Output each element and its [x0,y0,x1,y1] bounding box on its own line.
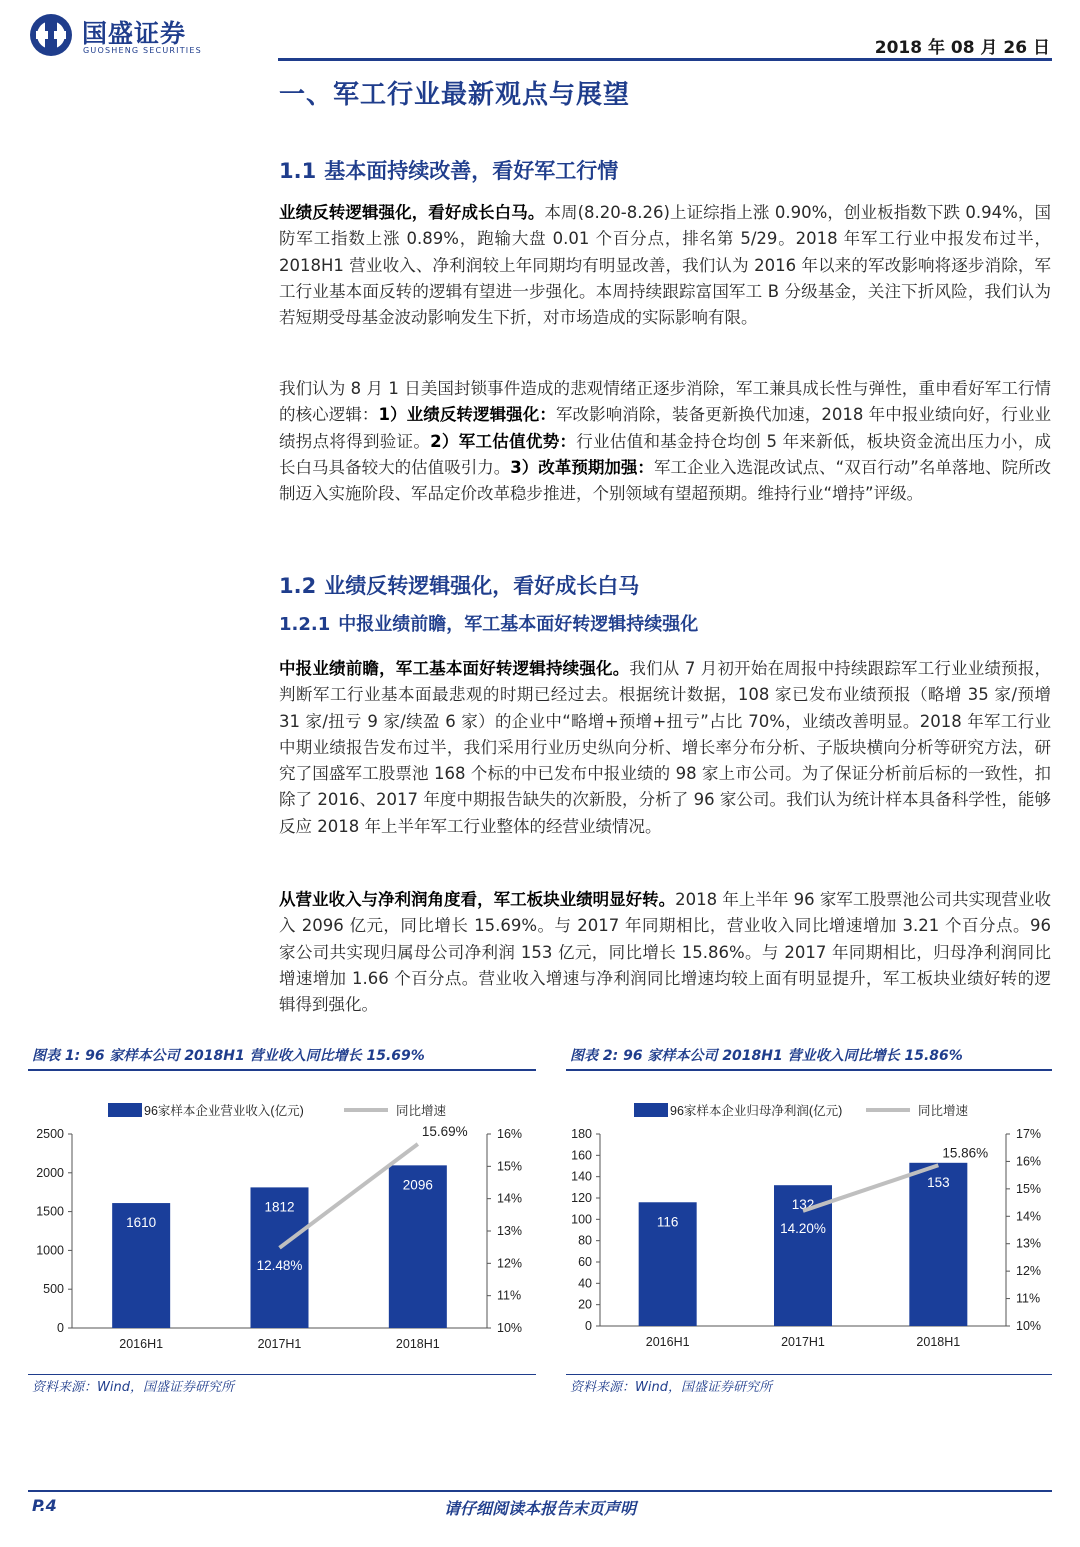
paragraph-body: 我们从 7 月初开始在周报中持续跟踪军工行业业绩预报，判断军工行业基本面最悲观的时期已经过去。根据统计数据，108 家已发布业绩预报（略增 35 家/预增 31 家/扭亏 9 家/续盈 6 家）的企业中“略增+预增+扭亏”占比 70%，业绩改善明显。2018 年军工行业中期业绩报告发布过半，我们采用行业历史纵向分析、增长率分布分析、子版块横向分析等研究方法，研究了国盛军工股票池 168 个标的中已发布中报业绩的 98 家上市公司。为了保证分析前后标的一致性，扣除了 2016、2017 年度中期报告缺失的次新股，分析了 96 家公司。我们认为统计样本具备科学性，能够反应 2018 年上半年军工行业整体的经营业绩情况。 [279,659,1051,836]
y-tick-label-left: 180 [571,1127,592,1141]
paragraph-lead: 从营业收入与净利润角度看，军工板块业绩明显好转。 [279,890,676,909]
page-number: P.4 [32,1496,57,1515]
figure-1-top-rule [28,1069,536,1071]
y-tick-label-left: 140 [571,1169,592,1184]
legend-line-label: 同比增速 [918,1104,969,1118]
y-tick-label-left: 60 [578,1255,592,1269]
paragraph-1-1-a [279,200,1051,331]
y-tick-label-right: 14% [1016,1209,1042,1224]
section-title: 一、军工行业最新观点与展望 [279,80,631,110]
bar-value-label: 2096 [402,1177,433,1193]
legend-bar-label: 96家样本企业归母净利润(亿元) [670,1104,843,1118]
x-tick-label: 2016H1 [119,1337,164,1351]
x-tick-label: 2018H1 [916,1335,961,1349]
y-tick-label-left: 100 [571,1212,592,1227]
bar-value-label: 1812 [264,1199,295,1215]
figure-1-title: 图表 1: 96 家样本公司 2018H1 营业收入同比增长 15.69% [32,1048,425,1064]
paragraph-body: 本周(8.20-8.26)上证综指上涨 0.90%，创业板指数下跌 0.94%，国防军工指数上涨 0.89%，跑输大盘 0.01 个百分点，排名第 5/29。2018 年军工行业中报发布过半，2018H1 营业收入、净利润较上年同期均有明显改善，我们认为 2016 年以来的军改影响将逐步消除，军工行业基本面反转的逻辑有望进一步强化。本周持续跟踪富国军工 B 分级基金，关注下折风险，我们认为若短期受母基金波动影响发生下折，对市场造成的实际影响有限。 [279,203,1051,328]
y-tick-label-right: 11% [1016,1291,1041,1306]
y-tick-label-right: 15% [1016,1181,1042,1196]
header-divider [278,58,1052,61]
x-tick-label: 2016H1 [645,1335,690,1349]
company-logo-icon [28,12,74,58]
heading-1-1-number: 1.1 [279,159,317,183]
figure-1-bottom-rule [28,1374,536,1375]
footer-disclaimer: 请仔细阅读本报告末页声明 [443,1499,636,1518]
paragraph-body: 行业估值和基金持仓均创 5 年来新低，板块资金流出压力小，成长白马具备较大的估值吸引力。 [279,431,1051,477]
chart-net-profit [566,1090,1052,1370]
y-tick-label-right: 11% [497,1288,522,1303]
y-tick-label-left: 0 [585,1319,592,1333]
x-tick-label: 2018H1 [395,1337,440,1351]
heading-1-2-number: 1.2 [279,574,317,598]
chart-revenue [28,1090,536,1370]
line-value-label: 15.69% [421,1124,468,1140]
legend-line-label: 同比增速 [396,1104,447,1118]
paragraph-body: 我们认为 8 月 1 日美国封锁事件造成的悲观情绪正逐步消除，军工兼具成长性与弹性，重申看好军工行情的核心逻辑： [279,379,1051,425]
paragraph-point-1: 1）业绩反转逻辑强化： [378,405,556,425]
bar-value-label: 153 [927,1174,950,1190]
bar-value-label: 1610 [126,1215,157,1231]
y-tick-label-left: 160 [571,1148,592,1163]
y-tick-label-right: 12% [1016,1264,1042,1279]
legend-bar-swatch [634,1103,668,1117]
y-tick-label-left: 20 [578,1297,592,1312]
paragraph-1-1-b [279,376,1051,507]
y-tick-label-right: 16% [1016,1154,1042,1169]
bar-value-label: 116 [656,1214,679,1230]
logo-name: 国盛证券 [82,19,187,48]
y-tick-label-left: 2000 [36,1165,64,1180]
figure-1-source: 资料来源：Wind，国盛证券研究所 [32,1380,234,1395]
y-tick-label-left: 1500 [36,1204,64,1219]
paragraph-body: 2018 年上半年 96 家军工股票池公司共实现营业收入 2096 亿元，同比增长 15.69%。与 2017 年同期相比，营业收入同比增速增加 3.21 个百分点。96 家公司共实现归属母公司净利润 153 亿元，同比增长 15.86%。与 2017 年同期相比，归母净利润同比增速增加 1.66 个百分点。营业收入增速与净利润同比增速均较上面有明显提升，军工板块业绩好转的逻辑得到强化。 [279,890,1051,1015]
heading-1-2-1 [279,610,698,636]
y-tick-label-left: 1000 [36,1243,64,1258]
bar-value-label: 132 [791,1197,815,1213]
y-tick-label-right: 10% [497,1321,523,1335]
y-tick-label-right: 14% [497,1191,523,1206]
heading-1-2-title: 业绩反转逻辑强化，看好成长白马 [324,574,640,598]
figure-2-title: 图表 2: 96 家样本公司 2018H1 营业收入同比增长 15.86% [570,1048,963,1064]
heading-1-2 [279,570,639,600]
paragraph-point-2: 2）军工估值优势： [430,431,577,451]
y-tick-label-right: 12% [497,1256,523,1271]
line-value-label: 15.86% [942,1145,989,1161]
legend-bar-label: 96家样本企业营业收入(亿元) [144,1104,304,1118]
figure-2-top-rule [566,1069,1052,1071]
y-tick-label-left: 2500 [36,1127,64,1141]
y-tick-label-left: 40 [578,1276,592,1291]
paragraph-1-2-1-b [279,887,1051,1018]
y-tick-label-left: 120 [571,1191,592,1205]
x-tick-label: 2017H1 [257,1337,302,1351]
y-tick-label-right: 16% [497,1127,523,1141]
paragraph-lead: 业绩反转逻辑强化，看好成长白马。 [279,203,545,222]
paragraph-lead: 中报业绩前瞻，军工基本面好转逻辑持续强化。 [279,659,630,678]
y-tick-label-right: 10% [1016,1319,1042,1333]
x-tick-label: 2017H1 [781,1335,825,1349]
logo-en: GUOSHENG SECURITIES [83,46,202,55]
y-tick-label-left: 0 [57,1321,64,1335]
paragraph-body: 军工企业入选混改试点、“双百行动”名单落地、院所改制迈入实施阶段、军品定价改革稳步推进，个别领域有望超预期。维持行业“增持”评级。 [279,457,1051,504]
heading-1-2-1-title: 中报业绩前瞻，军工基本面好转逻辑持续强化 [338,614,699,635]
heading-1-1-title: 基本面持续改善，看好军工行情 [324,159,619,183]
report-date: 2018 年 08 月 26 日 [874,38,1050,58]
line-value-label: 14.20% [780,1220,826,1236]
y-tick-label-right: 13% [497,1224,523,1238]
company-logo [28,12,248,58]
paragraph-1-2-1-a [279,656,1051,840]
line-value-label: 12.48% [256,1257,303,1273]
paragraph-body: 军改影响消除，装备更新换代加速，2018 年中报业绩向好，行业业绩拐点将得到验证。 [279,405,1052,451]
footer-divider [28,1490,1052,1492]
y-tick-label-right: 13% [1016,1236,1042,1251]
legend-bar-swatch [108,1103,142,1117]
y-tick-label-left: 500 [43,1282,64,1297]
y-tick-label-right: 15% [497,1159,523,1174]
heading-1-1 [279,155,618,185]
y-tick-label-right: 17% [1016,1127,1042,1141]
figure-2-source: 资料来源：Wind，国盛证券研究所 [570,1380,772,1395]
paragraph-point-3: 3）改革预期加强： [510,457,654,477]
y-tick-label-left: 80 [578,1233,592,1248]
heading-1-2-1-number: 1.2.1 [279,614,331,635]
figure-2-bottom-rule [566,1374,1052,1375]
